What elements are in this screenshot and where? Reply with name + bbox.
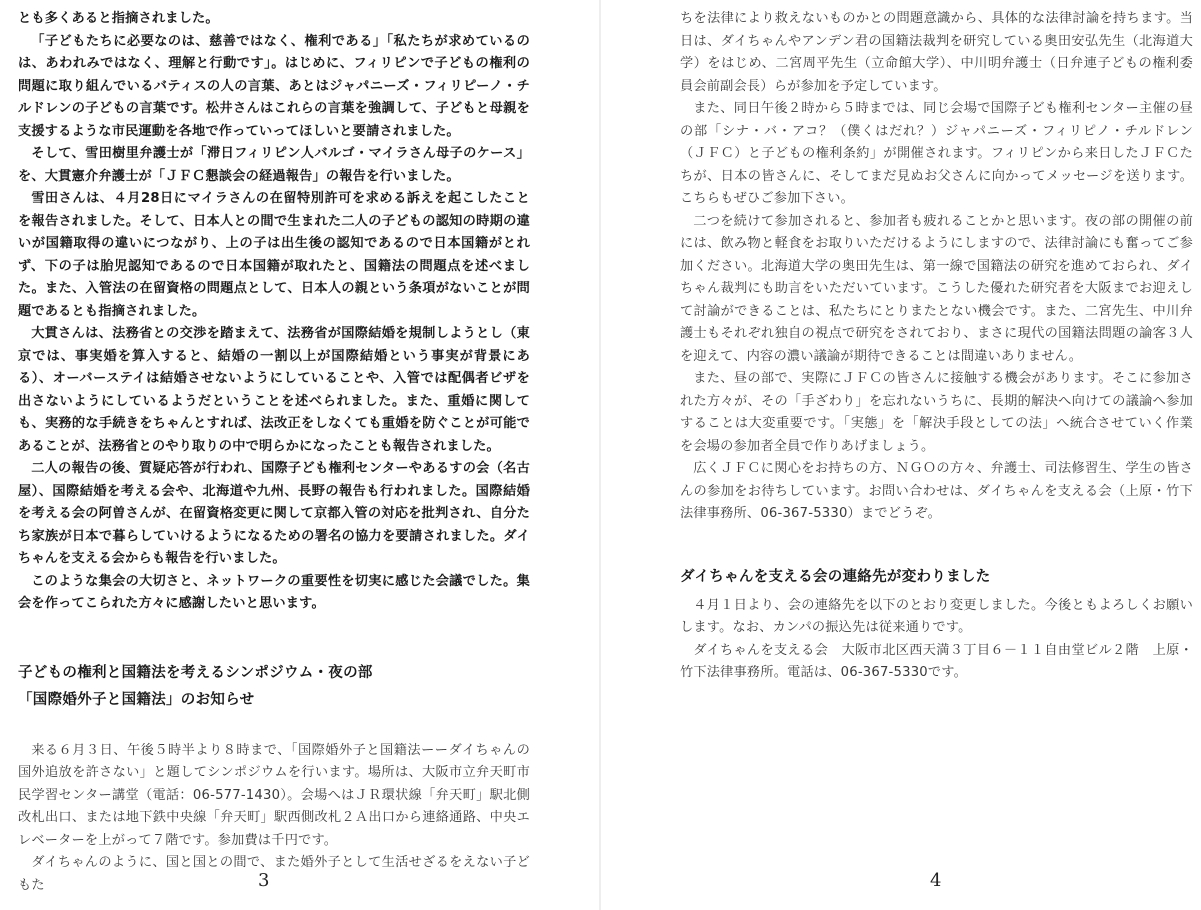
notice-paragraph: ダイちゃんのように、国と国との間で、また婚外子として生活せざるをえない子どもた xyxy=(18,855,530,893)
contact-paragraph: ４月１日より、会の連絡先を以下のとおり変更しました。今後ともよろしくお願いします。なお、カンパの振込先は従来通りです。 xyxy=(680,597,1193,635)
body-paragraph: 二人の報告の後、質疑応答が行われ、国際子ども権利センターやあるすの会（名古屋）、国際結婚を考える会や、北海道や九州、長野の報告も行われました。国際結婚を考える会の阿曽さんが、在留資格変更に関して京都入管の対応を批判され、自分たち家族が日本で暮らしていけるようになるための署名の協力を要請されました。ダイちゃんを支える会からも報告を行いました。 xyxy=(18,461,530,566)
body-paragraph: とも多くあると指摘されました。 xyxy=(18,11,219,26)
right-page xyxy=(600,0,1201,910)
page-number: 4 xyxy=(930,870,942,891)
body-paragraph: 大貫さんは、法務省との交渉を踏まえて、法務省が国際結婚を規制しようとし（東京では、事実婚を算入すると、結婚の一割以上が国際結婚という事実が背景にある）、オーバーステイは結婚させないようにしていることや、入管では配偶者ビザを出さないようにしているようだということを述べられました。また、重婚に関しても、実務的な手続きをちゃんとすれば、法改正をしなくても重婚を防ぐことが可能であることが、法務省とのやり取りの中で明らかになったことも報告されました。 xyxy=(18,326,530,454)
body-paragraph: また、昼の部で、実際にＪＦＣの皆さんに接触する機会があります。そこに参加された方々が、その「手ざわり」を忘れないうちに、長期的解決へ向けての議論へ参加することは大変重要です。「実態」を「解決手段としての法」へ統合させていく作業を会場の参加者全員で作りあげましょう。 xyxy=(680,371,1193,454)
left-page xyxy=(0,0,600,910)
page-number: 3 xyxy=(258,870,270,891)
body-paragraph: また、同日午後２時から５時までは、同じ会場で国際子ども権利センター主催の昼の部「シナ・バ・アコ？（僕くはだれ？）ジャパニーズ・フィリピノ・チルドレン（ＪＦＣ）と子どもの権利条約」が開催されます。フィリピンから来日したＪＦＣたちが、日本の皆さんに、そしてまだ見ぬお父さんに向かってメッセージを送ります。こちらもぜひご参加下さい。 xyxy=(680,101,1193,206)
body-paragraph: 雪田さんは、４月28日にマイラさんの在留特別許可を求める訴えを起こしたことを報告されました。そして、日本人との間で生まれた二人の子どもの認知の時期の違いが国籍取得の違いにつながり、上の子は出生後の認知であるので日本国籍がとれず、下の子は胎児認知であるので日本国籍が取れたと、国籍法の問題点を述べました。また、入管法の在留資格の問題点として、日本人の親という条項がないことが問題であるとも指摘されました。 xyxy=(18,191,530,319)
body-paragraph: ちを法律により救えないものかとの問題意識から、具体的な法律討論を持ちます。当日は、ダイちゃんやアンデン君の国籍法裁判を研究している奥田安弘先生（北海道大学）をはじめ、二宮周平先生（立命館大学）、中川明弁護士（日弁連子どもの権利委員会前副会長）らが参加を予定しています。 xyxy=(680,11,1193,94)
section-heading: ダイちゃんを支える会の連絡先が変わりました xyxy=(680,568,991,585)
notice-paragraph: 来る６月３日、午後５時半より８時まで、「国際婚外子と国籍法ーーダイちゃんの国外追放を許さない」と題してシンポジウムを行います。場所は、大阪市立弁天町市民学習センター講堂（電話：06-577-1430）。会場へはＪＲ環状線「弁天町」駅北側改札出口、または地下鉄中央線「弁天町」駅西側改札２Ａ出口から連絡通路、中央エレベーターを上がって７階です。参加費は千円です。 xyxy=(18,742,530,848)
section-heading: 子どもの権利と国籍法を考えるシンポジウム・夜の部 xyxy=(18,664,373,681)
body-paragraph: 広くＪＦＣに関心をお持ちの方、ＮＧＯの方々、弁護士、司法修習生、学生の皆さんの参加をお待ちしています。お問い合わせは、ダイちゃんを支える会（上原・竹下法律事務所、06-367-5330）までどうぞ。 xyxy=(680,461,1193,521)
contact-paragraph: ダイちゃんを支える会 大阪市北区西天満３丁目６－１１自由堂ビル２階 上原・竹下法律事務所。電話は、06-367-5330です。 xyxy=(680,642,1193,680)
body-paragraph: このような集会の大切さと、ネットワークの重要性を切実に感じた会議でした。集会を作ってこられた方々に感謝したいと思います。 xyxy=(18,573,530,611)
section-subheading: 「国際婚外子と国籍法」のお知らせ xyxy=(18,691,255,708)
body-paragraph: 二つを続けて参加されると、参加者も疲れることかと思います。夜の部の開催の前には、飲み物と軽食をお取りいただけるようにしますので、法律討論にも奮ってご参加ください。北海道大学の奥田先生は、第一線で国籍法の研究を進めておられ、ダイちゃん裁判にも助言をいただいています。こうした優れた研究者を大阪までお迎えして討論ができることは、私たちにとりまたとない機会です。また、二宮先生、中川弁護士もそれぞれ独自の視点で研究をされており、まさに現代の国籍法問題の論客３人を迎えて、内容の濃い議論が期待できることは間違いありません。 xyxy=(680,213,1193,364)
body-paragraph: そして、雪田樹里弁護士が「滞日フィリピン人バルゴ・マイラさん母子のケース」を、大貫憲介弁護士が「ＪＦＣ懇談会の経過報告」の報告を行いました。 xyxy=(18,146,530,184)
body-paragraph: 「子どもたちに必要なのは、慈善ではなく、権利である」「私たちが求めているのは、あわれみではなく、理解と行動です」。はじめに、フィリピンで子どもの権利の問題に取り組んでいるバティスの人の言葉、あとはジャパニーズ・フィリピーノ・チルドレンの子どもの言葉です。松井さんはこれらの言葉を強調して、子どもと母親を支援するような市民運動を各地で作っていってほしいと要請されました。 xyxy=(18,33,530,139)
